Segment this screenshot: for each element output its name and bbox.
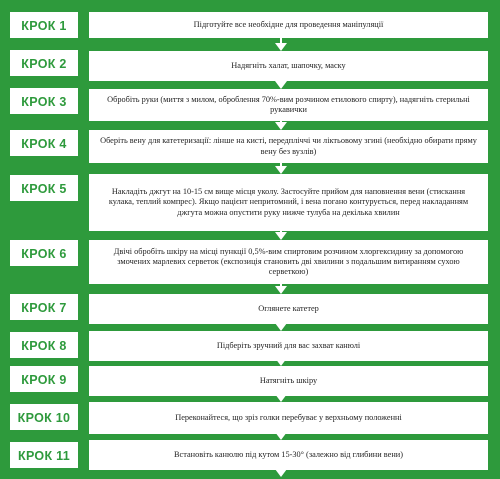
step-box-4: Оберіть вену для катетеризації: лінше на кисті, передпліччі чи ліктьовому згині (необхідно обирати пряму вену без вузлів) [89,130,488,163]
arrow-down-icon [275,394,287,402]
step-box-11: Встановіть канюлю під кутом 15-30° (залежно від глибини вени) [89,440,488,470]
step-box-8: Підберіть зручний для вас захват канюлі [89,331,488,361]
arrow-down-icon [275,432,287,440]
arrow-down-icon [275,358,287,366]
step-box-10: Переконайтеся, що зріз голки перебуває у верхньому положенні [89,402,488,434]
step-label-11: КРОК 11 [10,442,78,468]
step-label-2: КРОК 2 [10,50,78,76]
step-label-8: КРОК 8 [10,332,78,358]
step-box-6: Двічі обробіть шкіру на місці пункції 0,5%-вим спиртовим розчином хлоргексидину за допомогою змочених марлевих серветок (експозиція становить дві хвилини з подальшим витиранням сухою серветкою) [89,240,488,284]
step-box-1: Підготуйте все необхідне для проведення маніпуляції [89,12,488,38]
step-box-2: Надягніть халат, шапочку, маску [89,51,488,81]
arrow-down-icon [275,43,287,51]
step-label-7: КРОК 7 [10,294,78,320]
arrow-down-icon [275,232,287,240]
arrow-down-icon [275,122,287,130]
step-label-10: КРОК 10 [10,404,78,430]
step-label-3: КРОК 3 [10,88,78,114]
arrow-down-icon [275,469,287,477]
step-box-3: Обробіть руки (миття з милом, оброблення 70%-вим розчином етилового спирту), надягніть стерильні рукавички [89,89,488,121]
arrow-down-icon [275,323,287,331]
step-label-5: КРОК 5 [10,175,78,201]
step-label-6: КРОК 6 [10,240,78,266]
step-label-1: КРОК 1 [10,12,78,38]
arrow-down-icon [275,81,287,89]
arrow-down-icon [275,286,287,294]
arrow-down-icon [275,166,287,174]
step-label-4: КРОК 4 [10,130,78,156]
step-box-5: Накладіть джгут на 10-15 см вище місця уколу. Застосуйте прийом для наповнення вени (стискання кулака, теплий компрес). Якщо пацієнт непритомний, і вена погано контурується, перед накладанням джгута можна опустити руку нижче тулуба на декілька хвилин [89,174,488,231]
step-label-9: КРОК 9 [10,366,78,392]
step-box-7: Оглянете катетер [89,294,488,324]
step-box-9: Натягніть шкіру [89,366,488,396]
